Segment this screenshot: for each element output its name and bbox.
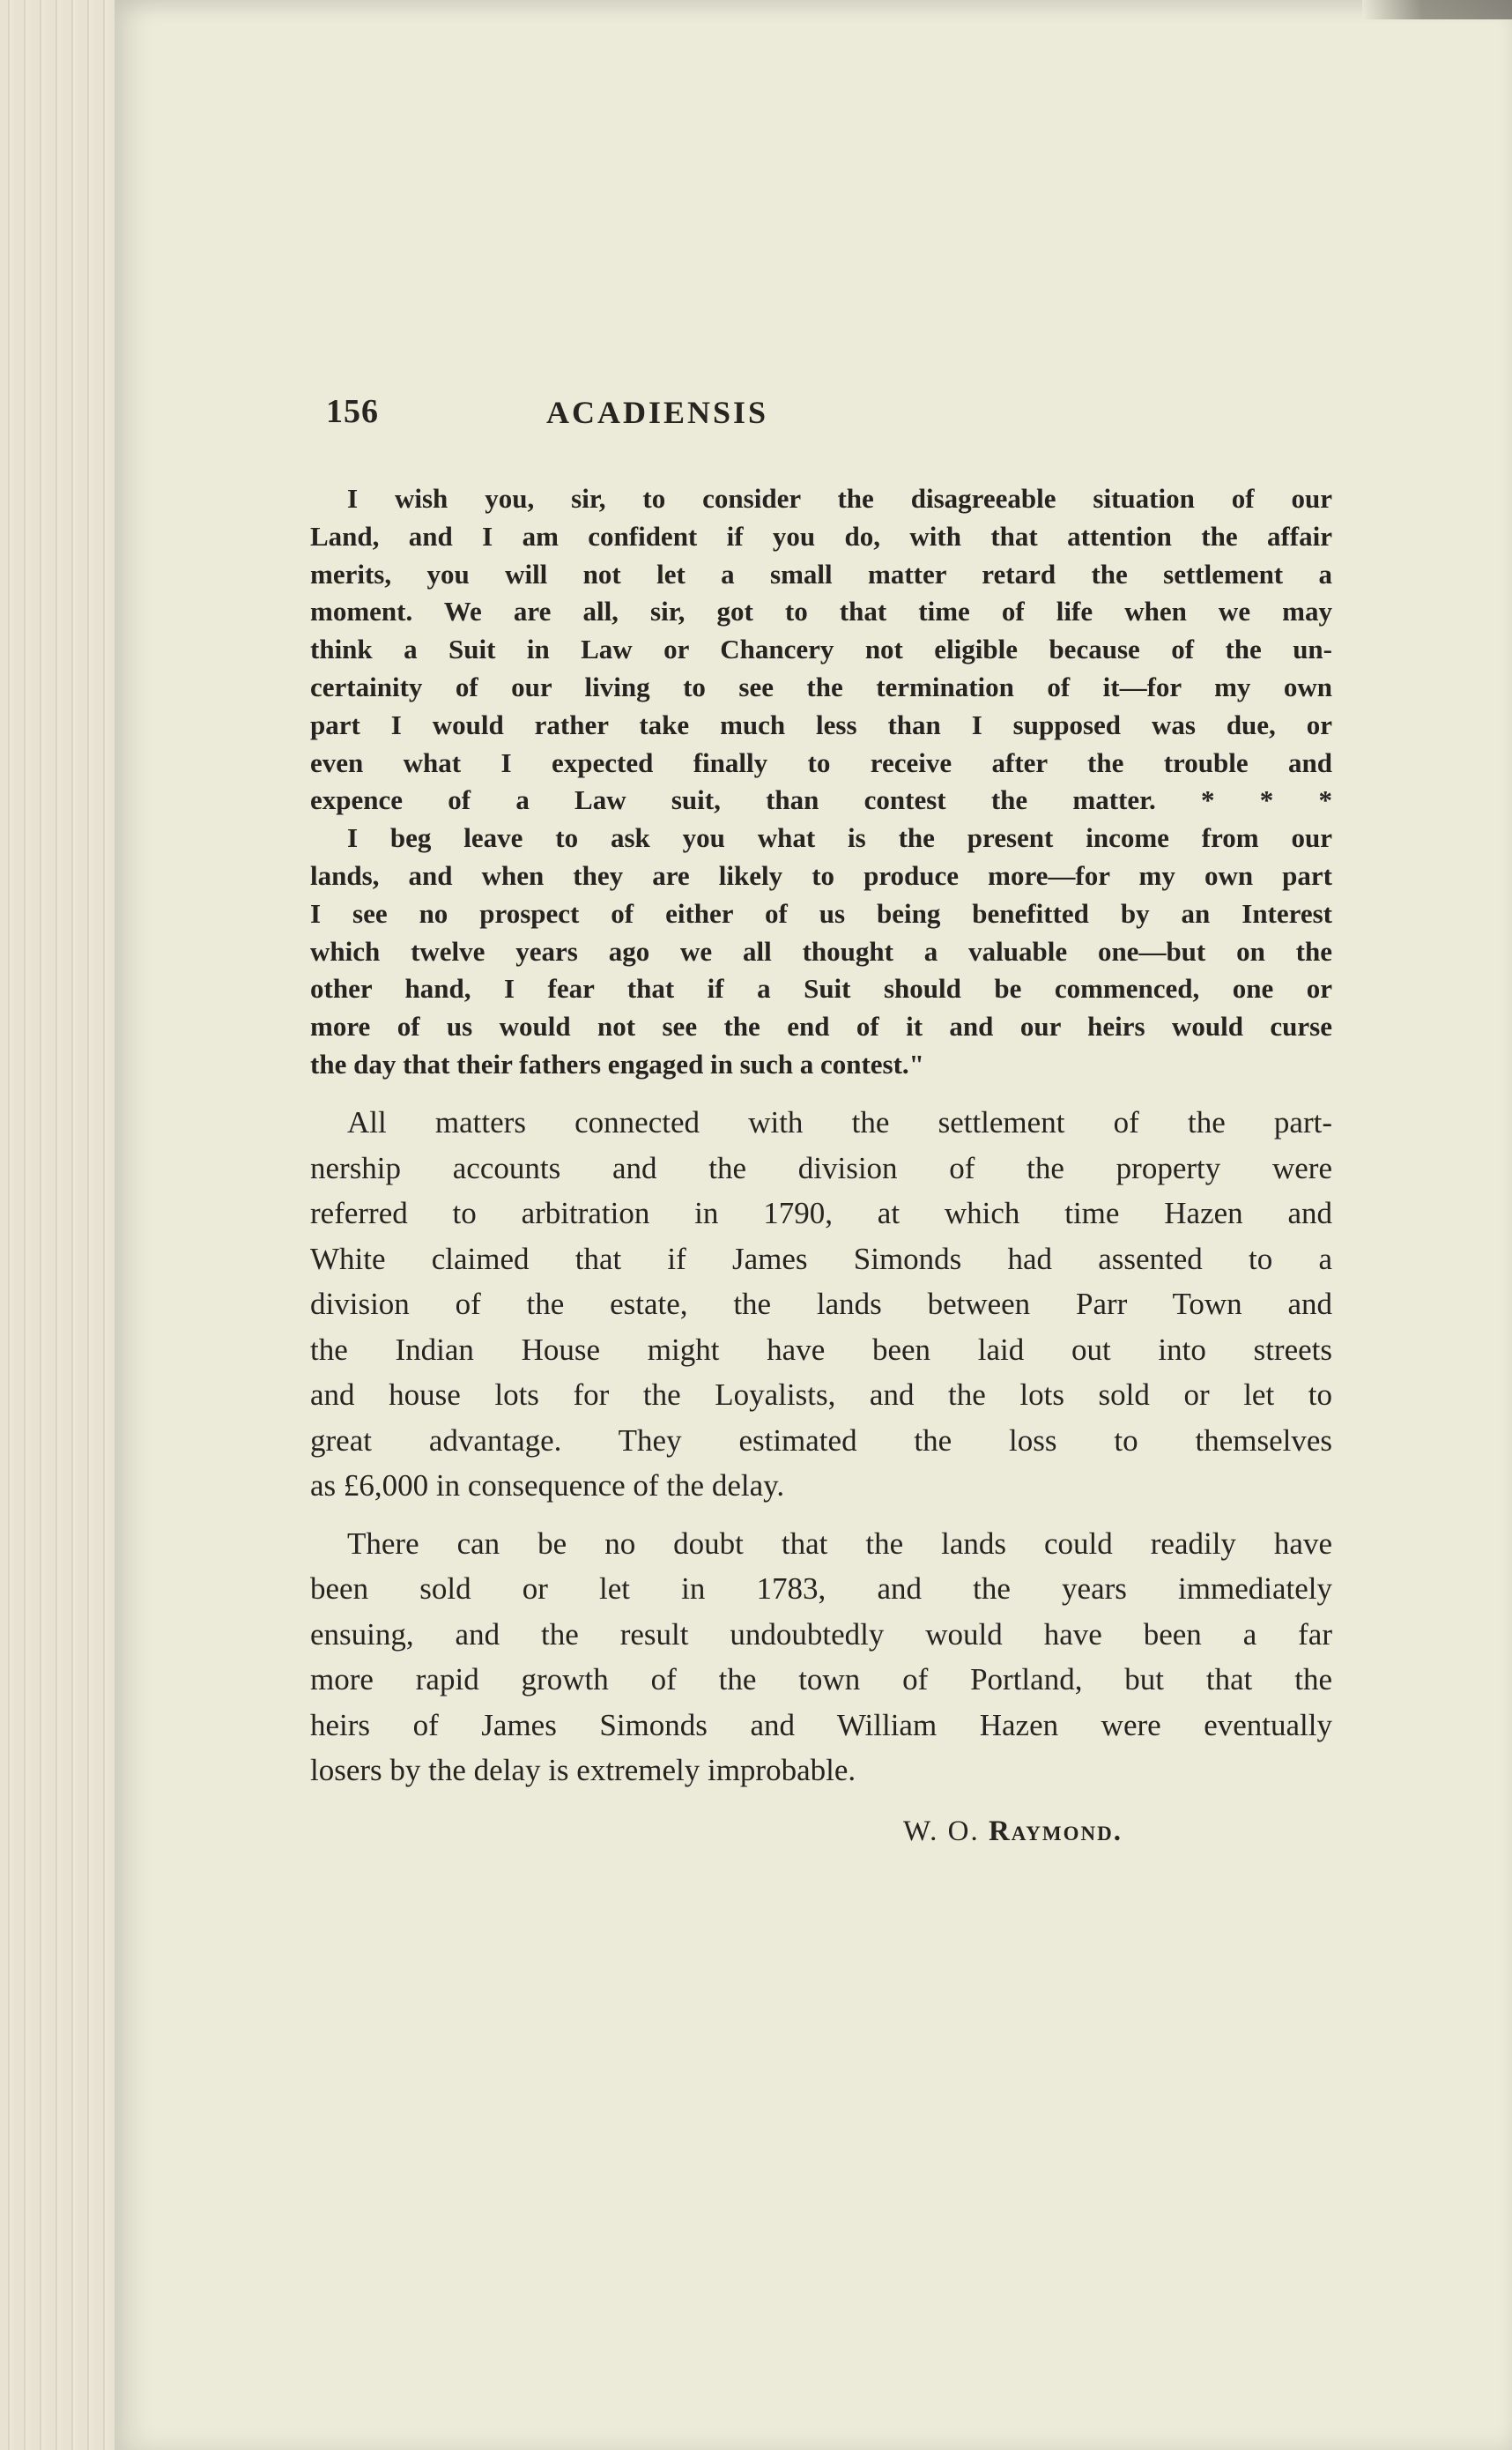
text-line: been sold or let in 1783, and the years immediately (310, 1571, 1332, 1606)
text-line: which twelve years ago we all thought a valuable one—but on the (310, 935, 1332, 967)
text-line: think a Suit in Law or Chancery not eligible because of the un- (310, 634, 1332, 665)
text-line: more of us would not see the end of it and our heirs would curse (310, 1011, 1332, 1043)
text-line: heirs of James Simonds and William Hazen were eventually (310, 1707, 1332, 1742)
text-line: Land, and I am confident if you do, with that attention the affair (310, 520, 1332, 552)
text-line: more rapid growth of the town of Portland, but that the (310, 1662, 1332, 1696)
text-line: even what I expected finally to receive after the trouble and (310, 746, 1332, 778)
text-line: the Indian House might have been laid out into streets (310, 1332, 1332, 1367)
text-line: referred to arbitration in 1790, at which time Hazen and (310, 1196, 1332, 1230)
text-line: as £6,000 in consequence of the delay. (310, 1468, 785, 1503)
book-page-edges (0, 0, 116, 2450)
text-line: ensuing, and the result undoubtedly would have been a far (310, 1616, 1332, 1652)
text-line: part I would rather take much less than I supposed was due, or (310, 709, 1332, 740)
quote-paragraph-2 (310, 820, 1332, 1084)
text-line: losers by the delay is extremely improbable. (310, 1753, 856, 1787)
author-initials: W. O. (903, 1815, 980, 1847)
running-title: ACADIENSIS (546, 395, 769, 430)
text-line: other hand, I fear that if a Suit should be commenced, one or (310, 973, 1332, 1005)
text-line: White claimed that if James Simonds had assented to a (310, 1241, 1332, 1276)
text-line: nership accounts and the division of the property were (310, 1150, 1332, 1185)
text-line: I beg leave to ask you what is the present income from our (347, 822, 1332, 854)
quote-paragraph-1 (310, 480, 1332, 820)
text-line: and house lots for the Loyalists, and the lots sold or let to (310, 1377, 1332, 1412)
text-line: lands, and when they are likely to produce more—for my own part (310, 859, 1332, 891)
text-line: division of the estate, the lands between Parr Town and (310, 1287, 1332, 1321)
narrative-paragraph-1 (310, 1100, 1332, 1509)
text-line: certainity of our living to see the termination of it—for my own (310, 671, 1332, 702)
text-line: I wish you, sir, to consider the disagreeable situation of our (347, 483, 1332, 514)
quoted-letter (310, 480, 1332, 1084)
text-line: great advantage. They estimated the loss to themselves (310, 1422, 1332, 1458)
author-surname: Raymond. (988, 1815, 1123, 1847)
page-corner-shadow (1362, 0, 1512, 19)
text-line: All matters connected with the settlement of the part- (347, 1105, 1332, 1140)
text-line: merits, you will not let a small matter retard the settlement a (310, 558, 1332, 590)
text-line: the day that their fathers engaged in such a contest." (310, 1048, 924, 1080)
text-line: There can be no doubt that the lands could readily have (347, 1526, 1332, 1561)
narrative-paragraph-2 (310, 1521, 1332, 1793)
narrative-text (310, 1100, 1332, 1793)
page-number: 156 (326, 393, 379, 430)
page-header (326, 392, 1207, 445)
text-line: I see no prospect of either of us being benefitted by an Interest (310, 897, 1332, 929)
text-line: expence of a Law suit, than contest the matter. * * * (310, 784, 1332, 816)
text-line: moment. We are all, sir, got to that time of life when we may (310, 596, 1332, 627)
author-signature (903, 1815, 1123, 1848)
